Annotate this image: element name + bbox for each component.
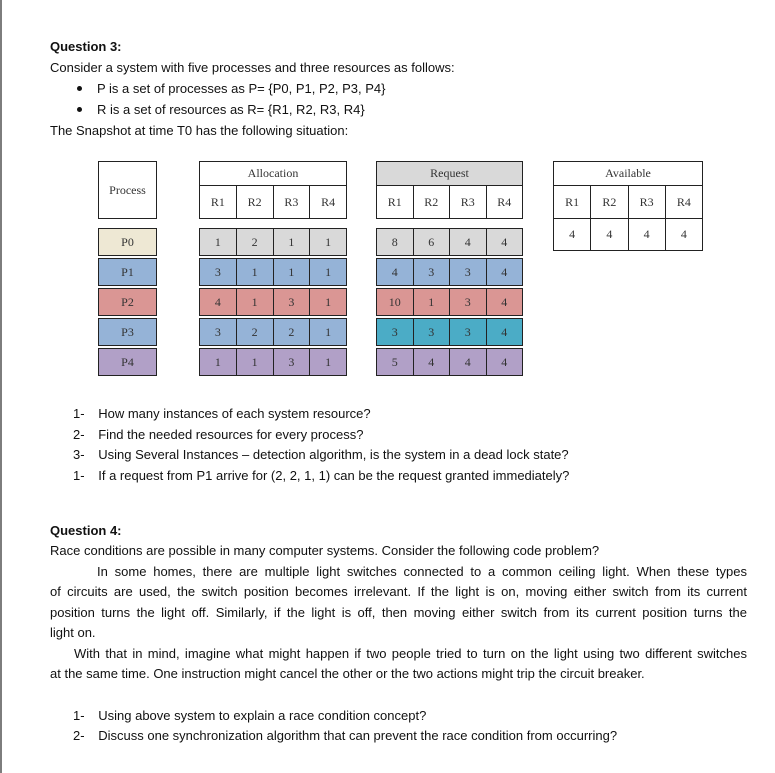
- request-cell: 6: [413, 229, 450, 256]
- page-edge: [0, 0, 2, 773]
- q3-question: 1- How many instances of each system resource?: [73, 406, 371, 421]
- request-cell: 3: [377, 319, 414, 346]
- request-cell: 3: [450, 319, 487, 346]
- allocation-cell: 1: [236, 289, 273, 316]
- process-cell: P1: [99, 259, 157, 286]
- q4-question: 1- Using above system to explain a race condition concept?: [73, 708, 427, 723]
- request-table: [376, 161, 523, 376]
- bullet-resources: R is a set of resources as R= {R1, R2, R3, R4}: [97, 102, 365, 117]
- para2-line: at the same time. One instruction might cancel the other or the two actions might trip the circuit breaker.: [50, 666, 645, 681]
- allocation-col-header: R2: [236, 186, 273, 219]
- available-col-header: R2: [591, 186, 628, 219]
- allocation-cell: 1: [310, 289, 347, 316]
- request-cell: 3: [450, 289, 487, 316]
- allocation-cell: 1: [273, 259, 310, 286]
- process-cell: P4: [99, 349, 157, 376]
- request-cell: 8: [377, 229, 414, 256]
- question-4-intro: Race conditions are possible in many computer systems. Consider the following code problem?: [50, 543, 600, 558]
- request-cell: 3: [450, 259, 487, 286]
- request-cell: 4: [486, 259, 523, 286]
- available-col-header: R3: [628, 186, 665, 219]
- available-table: [553, 161, 703, 251]
- request-cell: 4: [486, 349, 523, 376]
- allocation-cell: 1: [200, 349, 237, 376]
- process-cell: P2: [99, 289, 157, 316]
- request-cell: 10: [377, 289, 414, 316]
- q3-question: 3- Using Several Instances – detection algorithm, is the system in a dead lock state?: [73, 447, 569, 462]
- question-3-title: Question 3:: [50, 39, 122, 54]
- para1-line: position turns the light off. Similarly, if the light is off, then moving either switch from its current position turns the: [50, 605, 747, 620]
- allocation-cell: 4: [200, 289, 237, 316]
- request-cell: 3: [413, 319, 450, 346]
- request-cell: 1: [413, 289, 450, 316]
- allocation-cell: 1: [236, 349, 273, 376]
- request-cell: 4: [486, 289, 523, 316]
- process-cell: P0: [99, 229, 157, 256]
- available-cell: 4: [591, 219, 628, 251]
- request-cell: 4: [450, 229, 487, 256]
- process-cell: P3: [99, 319, 157, 346]
- request-col-header: R4: [486, 186, 523, 219]
- allocation-cell: 1: [310, 349, 347, 376]
- allocation-col-header: R1: [200, 186, 237, 219]
- request-cell: 4: [486, 229, 523, 256]
- allocation-cell: 3: [273, 289, 310, 316]
- request-cell: 4: [413, 349, 450, 376]
- allocation-table: [199, 161, 347, 376]
- allocation-cell: 2: [273, 319, 310, 346]
- question-4-title: Question 4:: [50, 523, 122, 538]
- request-cell: 3: [413, 259, 450, 286]
- allocation-cell: 1: [310, 229, 347, 256]
- para1-line: light on.: [50, 625, 96, 640]
- snapshot-text: The Snapshot at time T0 has the following situation:: [50, 123, 349, 138]
- para2-line: With that in mind, imagine what might happen if two people tried to turn on the light using two different switches: [74, 646, 747, 661]
- allocation-cell: 3: [200, 259, 237, 286]
- para1-line: In some homes, there are multiple light switches connected to a common ceiling light. When these types: [97, 564, 747, 579]
- request-title: Request: [377, 162, 523, 186]
- allocation-col-header: R3: [273, 186, 310, 219]
- para1-line: of circuits are used, the switch position becomes irrelevant. If the light is on, moving either switch from its current: [50, 584, 747, 599]
- allocation-cell: 2: [236, 229, 273, 256]
- process-table: [98, 161, 157, 376]
- request-col-header: R3: [450, 186, 487, 219]
- allocation-cell: 1: [236, 259, 273, 286]
- allocation-cell: 3: [200, 319, 237, 346]
- bullet-dot: [77, 86, 82, 91]
- allocation-col-header: R4: [310, 186, 347, 219]
- allocation-cell: 3: [273, 349, 310, 376]
- allocation-cell: 1: [273, 229, 310, 256]
- request-cell: 4: [377, 259, 414, 286]
- allocation-cell: 2: [236, 319, 273, 346]
- available-col-header: R4: [665, 186, 702, 219]
- request-cell: 4: [450, 349, 487, 376]
- available-cell: 4: [628, 219, 665, 251]
- bullet-dot: [77, 107, 82, 112]
- bullet-processes: P is a set of processes as P= {P0, P1, P2, P3, P4}: [97, 81, 386, 96]
- available-cell: 4: [554, 219, 591, 251]
- question-3-intro: Consider a system with five processes and three resources as follows:: [50, 60, 455, 75]
- allocation-cell: 1: [310, 259, 347, 286]
- available-col-header: R1: [554, 186, 591, 219]
- q4-question: 2- Discuss one synchronization algorithm that can prevent the race condition from occurring?: [73, 728, 618, 743]
- available-cell: 4: [665, 219, 702, 251]
- allocation-title: Allocation: [200, 162, 347, 186]
- request-cell: 5: [377, 349, 414, 376]
- available-title: Available: [554, 162, 703, 186]
- request-col-header: R1: [377, 186, 414, 219]
- request-cell: 4: [486, 319, 523, 346]
- q3-question: 2- Find the needed resources for every process?: [73, 427, 364, 442]
- q3-question: 1- If a request from P1 arrive for (2, 2, 1, 1) can be the request granted immediately?: [73, 468, 570, 483]
- allocation-cell: 1: [200, 229, 237, 256]
- allocation-cell: 1: [310, 319, 347, 346]
- request-col-header: R2: [413, 186, 450, 219]
- process-header: Process: [99, 162, 157, 219]
